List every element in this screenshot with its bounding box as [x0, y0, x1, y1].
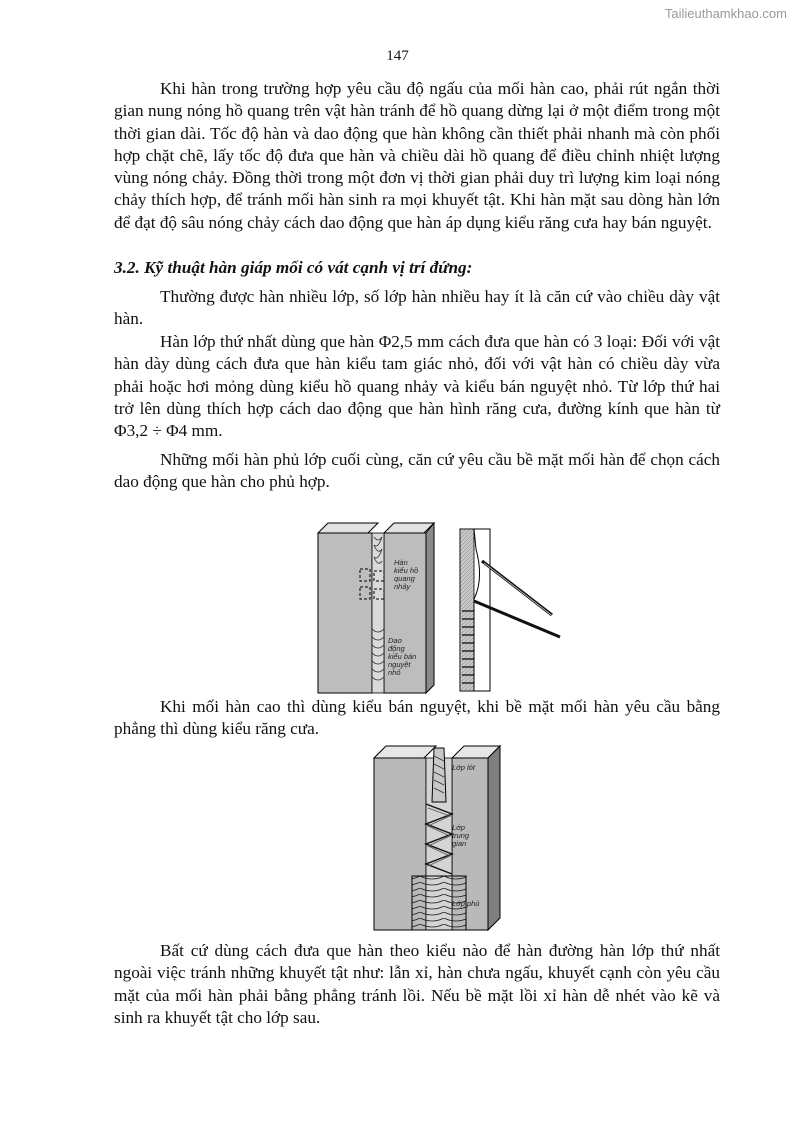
label-half-moon-3: kiểu bán: [388, 652, 417, 661]
paragraph-4: Những mối hàn phủ lớp cuối cùng, căn cứ yêu cầu bề mặt mối hàn để chọn cách dao động que hàn cho phủ hợp.: [114, 450, 720, 492]
label-hop-arc-4: nhảy: [394, 582, 411, 591]
paragraph-1: Khi hàn trong trường hợp yêu cầu độ ngấu của mối hàn cao, phải rút ngắn thời gian nung nóng hồ quang trên vật hàn tránh để hồ quang dừng lại ở một điểm trong một thời gian dài. Tốc độ hàn và dao động que hàn không cần thiết phải nhanh mà còn phối hợp chặt chẽ, lấy tốc độ đưa que hàn và chiều dài hồ quang để điều chỉnh nhiệt lượng vùng nóng chảy. Đồng thời trong một đơn vị thời gian phải duy trì lượng kim loại nóng chảy thích hợp, để tránh mối hàn sinh ra mọi khuyết tật. Khi hàn mặt sau dòng hàn lớn để đạt độ sâu nóng chảy cách dao động que hàn áp dụng kiểu răng cưa hay bán nguyệt.: [114, 79, 720, 232]
figure-multilayer-weld: [372, 744, 502, 932]
label-cover-layer: Lớp phủ: [452, 899, 480, 908]
label-half-moon-2: động: [388, 644, 405, 653]
paragraph-5: Khi mối hàn cao thì dùng kiểu bán nguyệt, khi bề mặt mối hàn yêu cầu bằng phẳng thì dùng kiểu răng cưa.: [114, 697, 720, 739]
label-middle-layer-1: Lớp: [452, 823, 465, 832]
section-heading: 3.2. Kỹ thuật hàn giáp mối có vát cạnh vị trí đứng:: [114, 258, 473, 277]
paragraph-6: Bất cứ dùng cách đưa que hàn theo kiểu nào để hàn đường hàn lớp thứ nhất ngoài việc tránh những khuyết tật như: lẫn xỉ, hàn chưa ngấu, khuyết cạnh còn yêu cầu mặt của mối hàn phải bằng phẳng tránh lồi. Nếu bề mặt lồi xỉ hàn dễ nhét vào kẽ và sinh ra khuyết tật cho lớp sau.: [114, 941, 720, 1027]
watermark: Tailieuthamkhao.com: [664, 6, 787, 21]
page-number: 147: [386, 48, 409, 64]
label-middle-layer-3: gian: [452, 839, 467, 848]
label-middle-layer-2: trung: [452, 831, 470, 840]
label-root-layer: Lớp lót: [452, 763, 475, 772]
label-hop-arc-1: Hàn: [394, 558, 408, 567]
label-half-moon-1: Dao: [388, 636, 402, 645]
label-hop-arc-3: quang: [394, 574, 415, 583]
paragraph-3: Hàn lớp thứ nhất dùng que hàn Φ2,5 mm cách đưa que hàn có 3 loại: Đối với vật hàn dày dùng cách đưa que hàn kiểu tam giác nhỏ, đối với vật hàn có chiều dày vừa phải hoặc hơi mỏng dùng kiểu hồ quang nhảy và kiểu bán nguyệt nhỏ. Từ lớp thứ hai trở lên dùng thích hợp cách dao động que hàn hình răng cưa, đường kính que hàn từ Φ3,2 ÷ Φ4 mm.: [114, 332, 720, 441]
paragraph-2: Thường được hàn nhiều lớp, số lớp hàn nhiều hay ít là căn cứ vào chiều dày vật hàn.: [114, 287, 720, 329]
label-half-moon-5: nhỏ: [388, 668, 401, 677]
label-hop-arc-2: kiểu hồ: [394, 566, 419, 575]
label-half-moon-4: nguyệt: [388, 660, 411, 669]
figure-vertical-weld-motions: [316, 519, 566, 695]
